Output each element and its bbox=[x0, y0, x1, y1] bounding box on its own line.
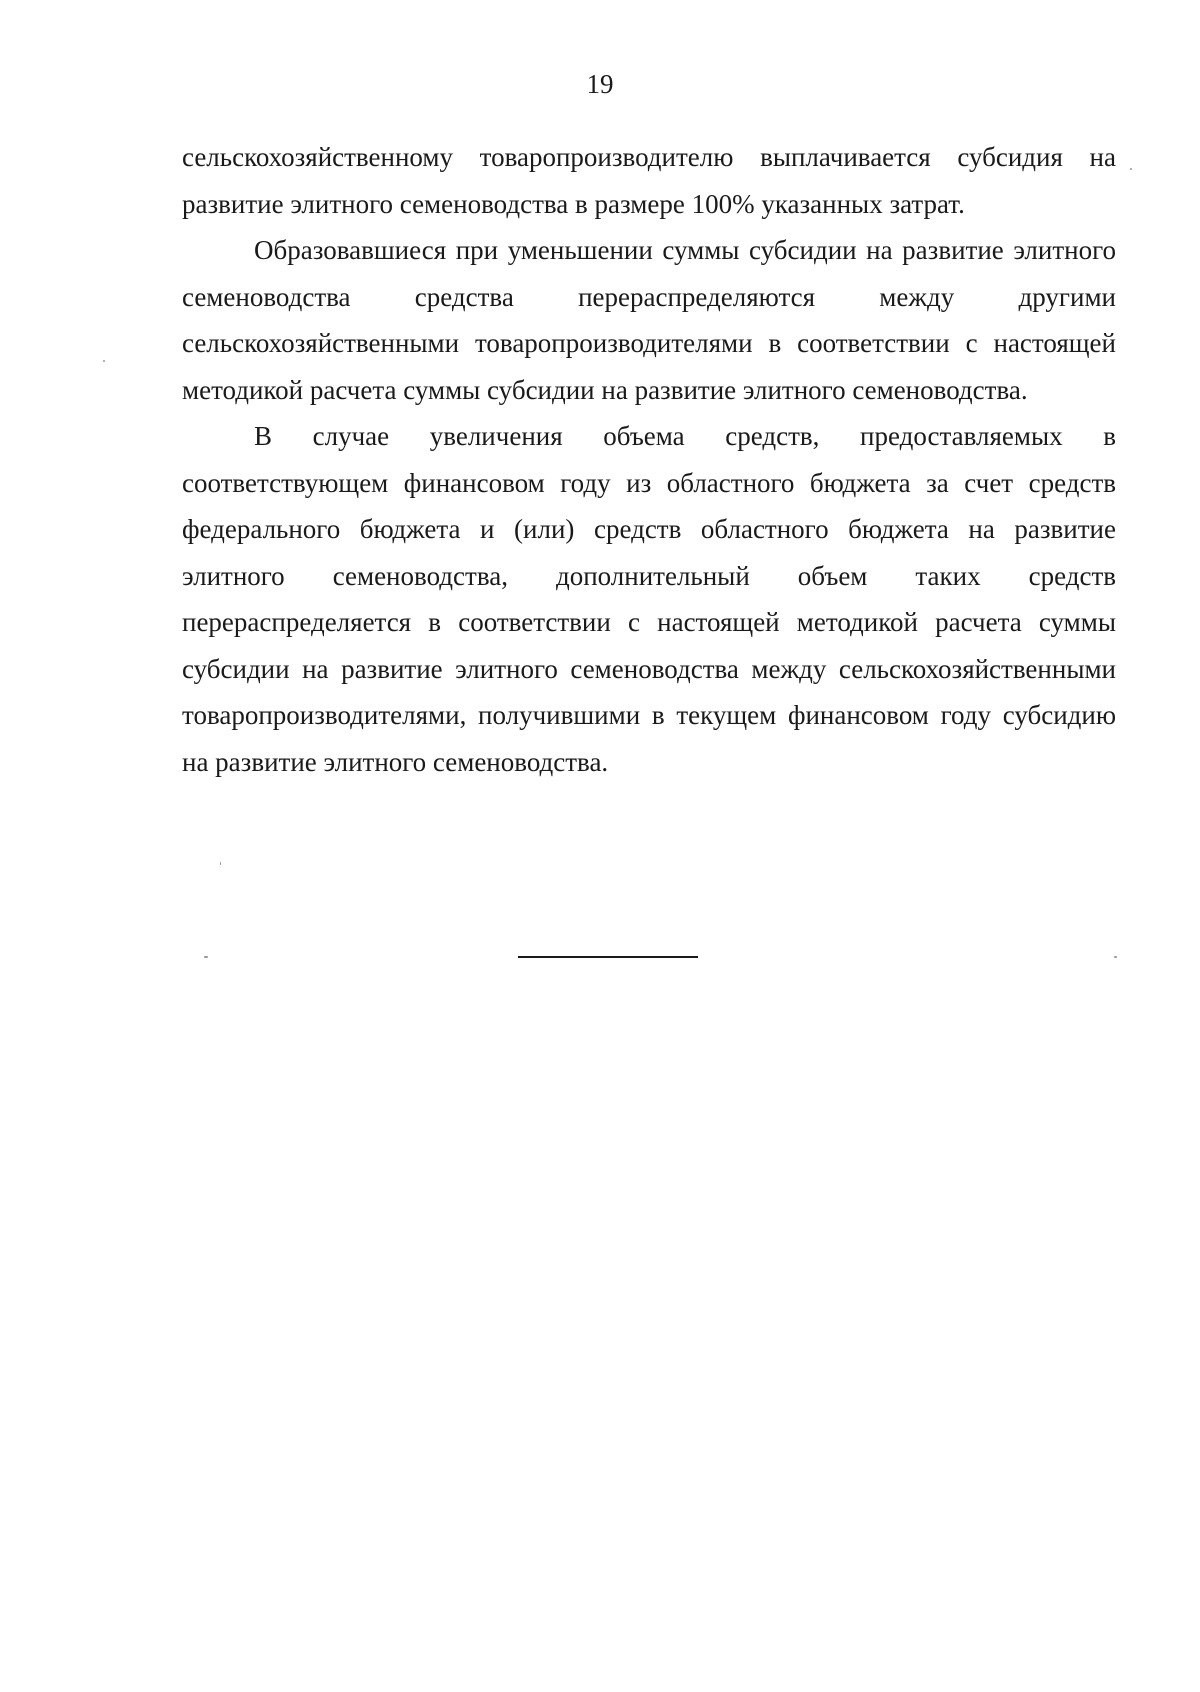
scan-speck bbox=[1130, 168, 1132, 170]
paragraph-additional-funds: В случае увеличения объема средств, предоставляемых в соответствующем финансовом году из областного бюджета за счет средств федерального бюджета и (или) средств областного бюджета на развитие элитного семеноводства, дополнительный объем таких средств перераспределяется в соответствии с настоящей методикой расчета суммы субсидии на развитие элитного семеноводства между сельскохозяйственными товаропроизводителями, получившими в текущем финансовом году субсидию на развитие элитного семеноводства. bbox=[182, 421, 1116, 777]
document-body bbox=[182, 134, 1116, 785]
end-separator-line bbox=[518, 956, 698, 958]
paragraph-redistribution: Образовавшиеся при уменьшении суммы субсидии на развитие элитного семеноводства средства перераспределяются между другими сельскохозяйственными товаропроизводителями в соответствии с настоящей методикой расчета суммы субсидии на развитие элитного семеноводства. bbox=[182, 235, 1116, 405]
scan-speck bbox=[1114, 956, 1117, 958]
paragraph-continuation: сельскохозяйственному товаропроизводителю выплачивается субсидия на развитие элитного семеноводства в размере 100% указанных затрат. bbox=[182, 142, 1116, 219]
scan-speck bbox=[103, 360, 105, 362]
page-number: 19 bbox=[586, 69, 614, 99]
scan-speck bbox=[220, 862, 221, 865]
scan-speck bbox=[204, 956, 208, 958]
